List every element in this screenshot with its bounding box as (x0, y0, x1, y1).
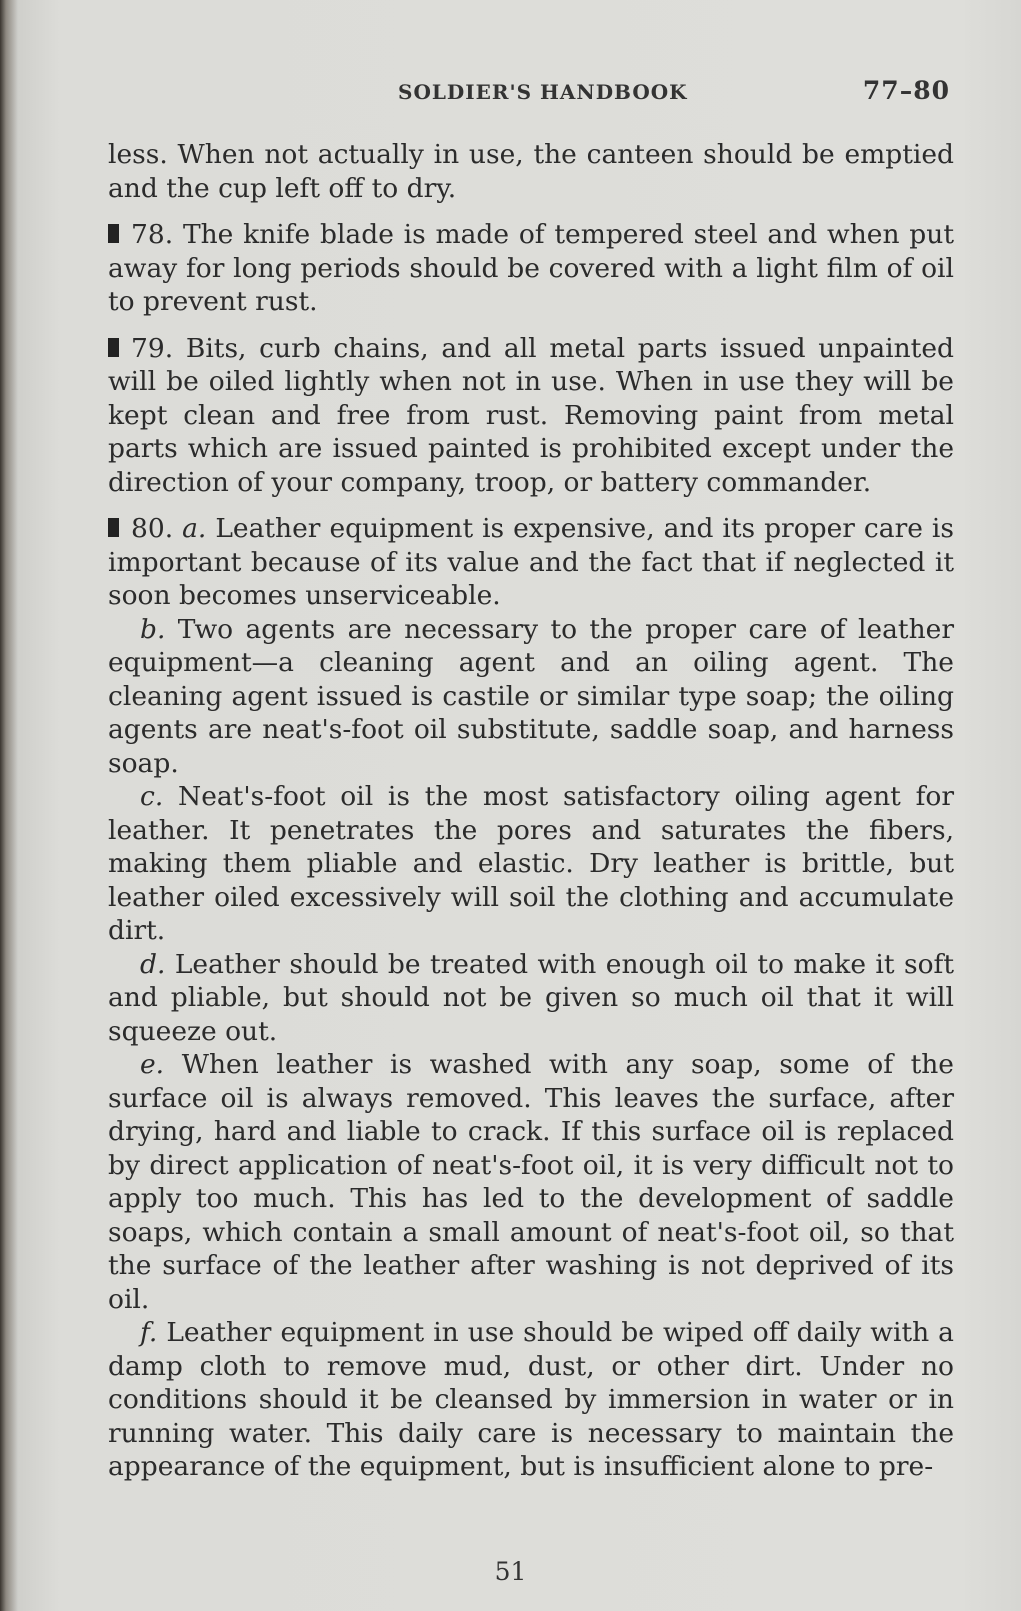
paragraph-continued (108, 138, 954, 205)
body-text (108, 138, 954, 1484)
subparagraph-80d (108, 948, 954, 1049)
paragraph-text: Neat's-foot oil is the most satisfactory oiling agent for leather. It penetrates the pores and saturates the fibers, making them pliable and elastic. Dry leather is brittle, but leather oiled excessively will soil the clothing and accumulate dirt. (108, 781, 954, 946)
paragraph-text: Leather equipment is expensive, and its proper care is important because of its value and the fact that if neglected it soon becomes unserviceable. (108, 513, 954, 611)
paragraph-number: 80. (131, 513, 174, 544)
subparagraph-letter: b. (140, 613, 166, 645)
paragraph-78 (108, 218, 954, 319)
subparagraph-letter: a. (182, 513, 207, 544)
subparagraph-80c (108, 780, 954, 948)
paragraph-text: Leather equipment in use should be wiped off daily with a damp cloth to remove mud, dust, or other dirt. Under no conditions should it be cleansed by immersion in water or in running water. This daily care is necessary to maintain the appearance of the equipment, but is insufficient alone to pre- (108, 1317, 954, 1482)
paragraph-number: 78. (131, 219, 174, 250)
running-title: SOLDIER'S HANDBOOK (398, 80, 688, 104)
page-header (108, 72, 950, 112)
subparagraph-80e (108, 1048, 954, 1316)
paragraph-79 (108, 332, 954, 500)
subparagraph-letter: c. (140, 781, 164, 812)
section-marker-icon (108, 338, 119, 357)
subparagraph-letter: f. (140, 1317, 158, 1348)
paragraph-text: less. When not actually in use, the canteen should be emptied and the cup left off to dry. (108, 139, 954, 204)
paragraph-text: When leather is washed with any soap, some of the surface oil is always removed. This leaves the surface, after drying, hard and liable to crack. If this surface oil is replaced by direct application of neat's-foot oil, it is very difficult not to apply too much. This has led to the development of saddle soaps, which contain a small amount of neat's-foot oil, so that the surface of the leather after washing is not deprived of its oil. (108, 1049, 954, 1315)
subparagraph-letter: d. (140, 948, 166, 980)
paragraph-text: Bits, curb chains, and all metal parts issued unpainted will be oiled lightly when not in use. When in use they will be kept clean and free from rust. Removing paint from metal parts which are issued painted is prohibited except under the direction of your company, troop, or battery commander. (108, 332, 954, 498)
subparagraph-80b (108, 613, 954, 781)
paragraph-number: 79. (131, 332, 174, 364)
paragraph-text: The knife blade is made of tempered steel and when put away for long periods should be covered with a light film of oil to prevent rust. (108, 219, 954, 317)
paragraph-text: Two agents are necessary to the proper care of leather equipment—a cleaning agent and an oiling agent. The cleaning agent issued is castile or similar type soap; the oiling agents are neat's-foot oil substitute, saddle soap, and harness soap. (108, 613, 954, 779)
paragraph-text: Leather should be treated with enough oil to make it soft and pliable, but should not be given so much oil that it will squeeze out. (108, 948, 954, 1047)
subparagraph-letter: e. (140, 1049, 165, 1080)
paragraph-80a (108, 512, 954, 613)
subparagraph-80f (108, 1316, 954, 1484)
section-marker-icon (108, 518, 119, 537)
section-range: 77–80 (862, 76, 950, 105)
section-marker-icon (108, 224, 119, 243)
page-number: 51 (494, 1557, 527, 1586)
